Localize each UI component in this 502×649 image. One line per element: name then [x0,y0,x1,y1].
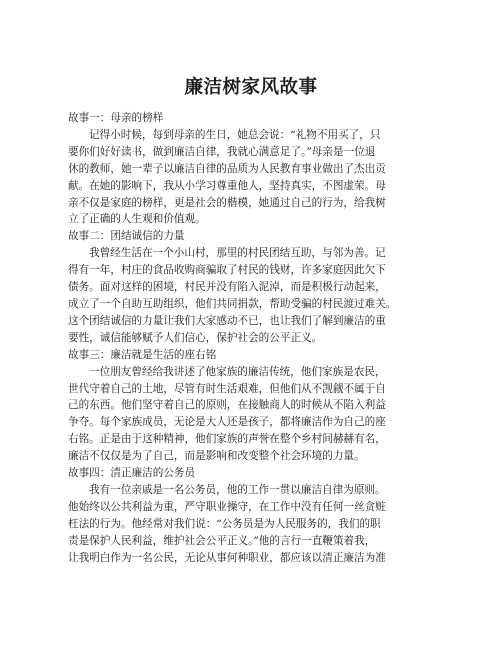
paragraph-line: 让我明白作为一名公民，无论从事何种职业，都应该以清正廉洁为准 [68,551,386,564]
paragraph-line: 记得小时候，每到母亲的生日，她总会说：“礼物不用买了，只 [89,128,381,141]
paragraph-line: 亲不仅是家庭的榜样，更是社会的楷模，她通过自己的行为，给我树 [68,196,386,209]
story-section [68,347,434,465]
paragraph-line: 献。在她的影响下，我从小学习尊重他人，坚持真实，不图虚荣。母 [68,179,386,192]
paragraph-line: 右铭。正是由于这种精神，他们家族的声誉在整个乡村间赫赫有名， [68,433,386,446]
paragraph-line: 要你们好好读书，做到廉洁自律，我就心满意足了。”母亲是一位退 [68,145,376,158]
paragraph-line: 债务。面对这样的困境，村民并没有陷入泥淖，而是积极行动起来， [68,281,386,294]
paragraph-line: 休的教师，她一辈子以廉洁自律的品质为人民教育事业做出了杰出贡 [68,162,386,175]
paragraph-line: 枉法的行为。他经常对我们说：“公务员是为人民服务的，我们的职 [68,517,381,530]
paragraph-line: 责是保护人民利益，维护社会公平正义。”他的言行一直鞭策着我， [68,534,376,547]
story-section [68,465,434,566]
section-heading: 故事一：母亲的榜样 [68,112,164,124]
paragraph-line: 争夺。每个家族成员，无论是大人还是孩子，都将廉洁作为自己的座 [68,416,386,429]
document-title: 廉洁树家风故事 [184,77,318,98]
section-heading: 故事三：廉洁就是生活的座右铭 [68,348,217,361]
paragraph-line: 成立了一个自助互助组织，他们共同捐款，帮助受骗的村民渡过难关。 [68,297,397,310]
paragraph-line: 这个团结诚信的力量让我们大家感动不已，也让我们了解到廉洁的重 [68,314,386,327]
paragraph-line: 立了正确的人生观和价值观。 [68,213,206,226]
paragraph-line: 他始终以公共利益为重，严守职业操守，在工作中没有任何一丝贪赃 [68,500,386,513]
section-heading: 故事二：团结诚信的力量 [68,230,185,243]
story-section [68,110,434,228]
story-section [68,228,434,346]
paragraph-line: 己的东西。他们坚守着自己的原则，在接触商人的时候从不陷入利益 [68,399,386,412]
paragraph-line: 我曾经生活在一个小山村，那里的村民团结互助，与邻为善。记 [89,247,386,260]
paragraph-line: 要性，诚信能够赋予人们信心，保护社会的公平正义。 [68,331,323,344]
paragraph-line: 一位朋友曾经给我讲述了他家族的廉洁传统，他们家族是农民， [89,365,386,378]
document-page [68,76,434,566]
paragraph-line: 世代守着自己的土地，尽管有时生活艰难，但他们从不觊觎不属于自 [68,382,386,395]
paragraph-line: 我有一位亲戚是一名公务员，他的工作一贯以廉洁自律为原则。 [89,483,386,496]
section-heading: 故事四：清正廉洁的公务员 [68,467,196,480]
paragraph-line: 得有一年，村庄的食品收购商骗取了村民的钱财，许多家庭因此欠下 [68,264,386,277]
paragraph-line: 廉洁不仅仅是为了自己，而是影响和改变整个社会环境的力量。 [68,450,365,463]
